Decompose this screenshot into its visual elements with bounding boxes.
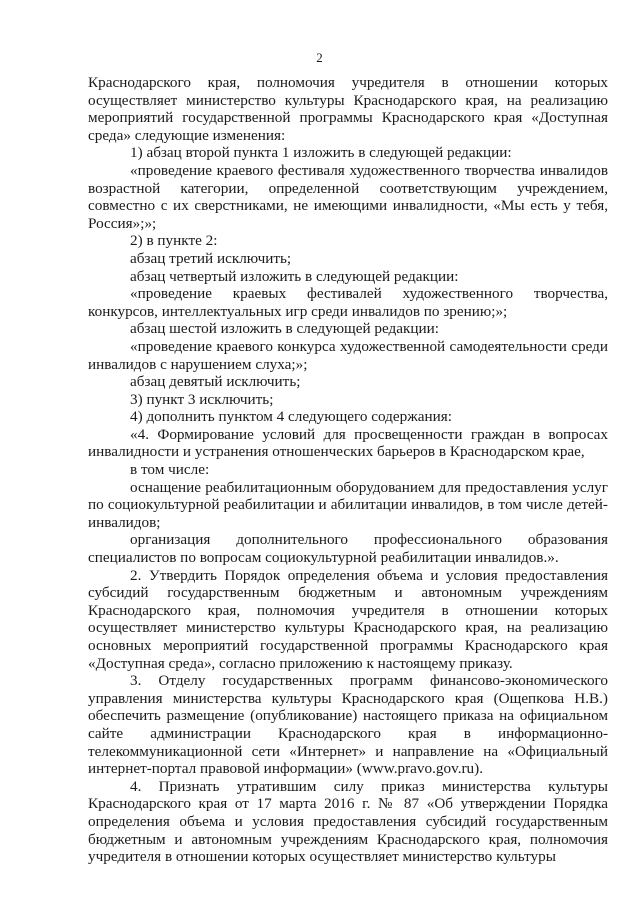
paragraph: 4. Признать утратившим силу приказ министерства культуры Краснодарского края от 17 марта 2016 г. № 87 «Об утверждении Порядка определения объема и условия предоставления субсидий государственным бюджетным и автономным учреждениям Краснодарского края, полномочия учредителя в отношении которых осуществляет министерство культуры — [88, 777, 608, 866]
page-number: 2 — [316, 50, 323, 65]
paragraph: оснащение реабилитационным оборудованием для предоставления услуг по социокультурной реабилитации и абилитации инвалидов, в том числе детей-инвалидов; — [88, 478, 608, 531]
document-body — [88, 74, 608, 866]
paragraph: 3) пункт 3 исключить; — [130, 390, 274, 408]
paragraph: в том числе: — [130, 461, 210, 479]
paragraph: «4. Формирование условий для просвещенности граждан в вопросах инвалидности и устранения отношенческих барьеров в Краснодарском крае, — [88, 425, 608, 461]
paragraph: 1) абзац второй пункта 1 изложить в следующей редакции: — [130, 144, 512, 162]
paragraph: 2) в пункте 2: — [130, 232, 218, 250]
paragraph: «проведение краевого конкурса художественной самодеятельности среди инвалидов с нарушением слуха;»; — [88, 337, 608, 373]
paragraph: Краснодарского края, полномочия учредителя в отношении которых осуществляет министерство культуры Краснодарского края, на реализацию мероприятий государственной программы Краснодарского края «Доступная среда» следующие изменения: — [88, 74, 608, 144]
paragraph: абзац третий исключить; — [130, 249, 292, 267]
paragraph: абзац четвертый изложить в следующей редакции: — [130, 267, 459, 285]
paragraph: организация дополнительного профессионального образования специалистов по вопросам социокультурной реабилитации инвалидов.». — [88, 531, 608, 567]
paragraph: 4) дополнить пунктом 4 следующего содержания: — [130, 408, 452, 426]
paragraph: абзац шестой изложить в следующей редакции: — [130, 320, 439, 338]
paragraph: 2. Утвердить Порядок определения объема и условия предоставления субсидий государственным бюджетным и автономным учреждениям Краснодарского края, полномочия учредителя в отношении которых осуществляет министерство культуры Краснодарского края, на реализацию основных мероприятий государственной программы Краснодарского края «Доступная среда», согласно приложению к настоящему приказу. — [88, 566, 608, 672]
paragraph: «проведение краевого фестиваля художественного творчества инвалидов возрастной категории, определенной соответствующим учреждением, совместно с их сверстниками, не имеющими инвалидности, «Мы есть у тебя, Россия»;»; — [88, 161, 608, 232]
paragraph: абзац девятый исключить; — [130, 373, 301, 391]
paragraph: 3. Отделу государственных программ финансово-экономического управления министерства культуры Краснодарского края (Ощепкова Н.В.) обеспечить размещение (опубликование) настоящего приказа на официальном сайте администрации Краснодарского края в информационно-телекоммуникационной сети «Интернет» и направление на «Официальный интернет-портал правовой информации» (www.pravo.gov.ru). — [88, 672, 608, 778]
paragraph: «проведение краевых фестивалей художественного творчества, конкурсов, интеллектуальных игр среди инвалидов по зрению;»; — [88, 285, 608, 320]
